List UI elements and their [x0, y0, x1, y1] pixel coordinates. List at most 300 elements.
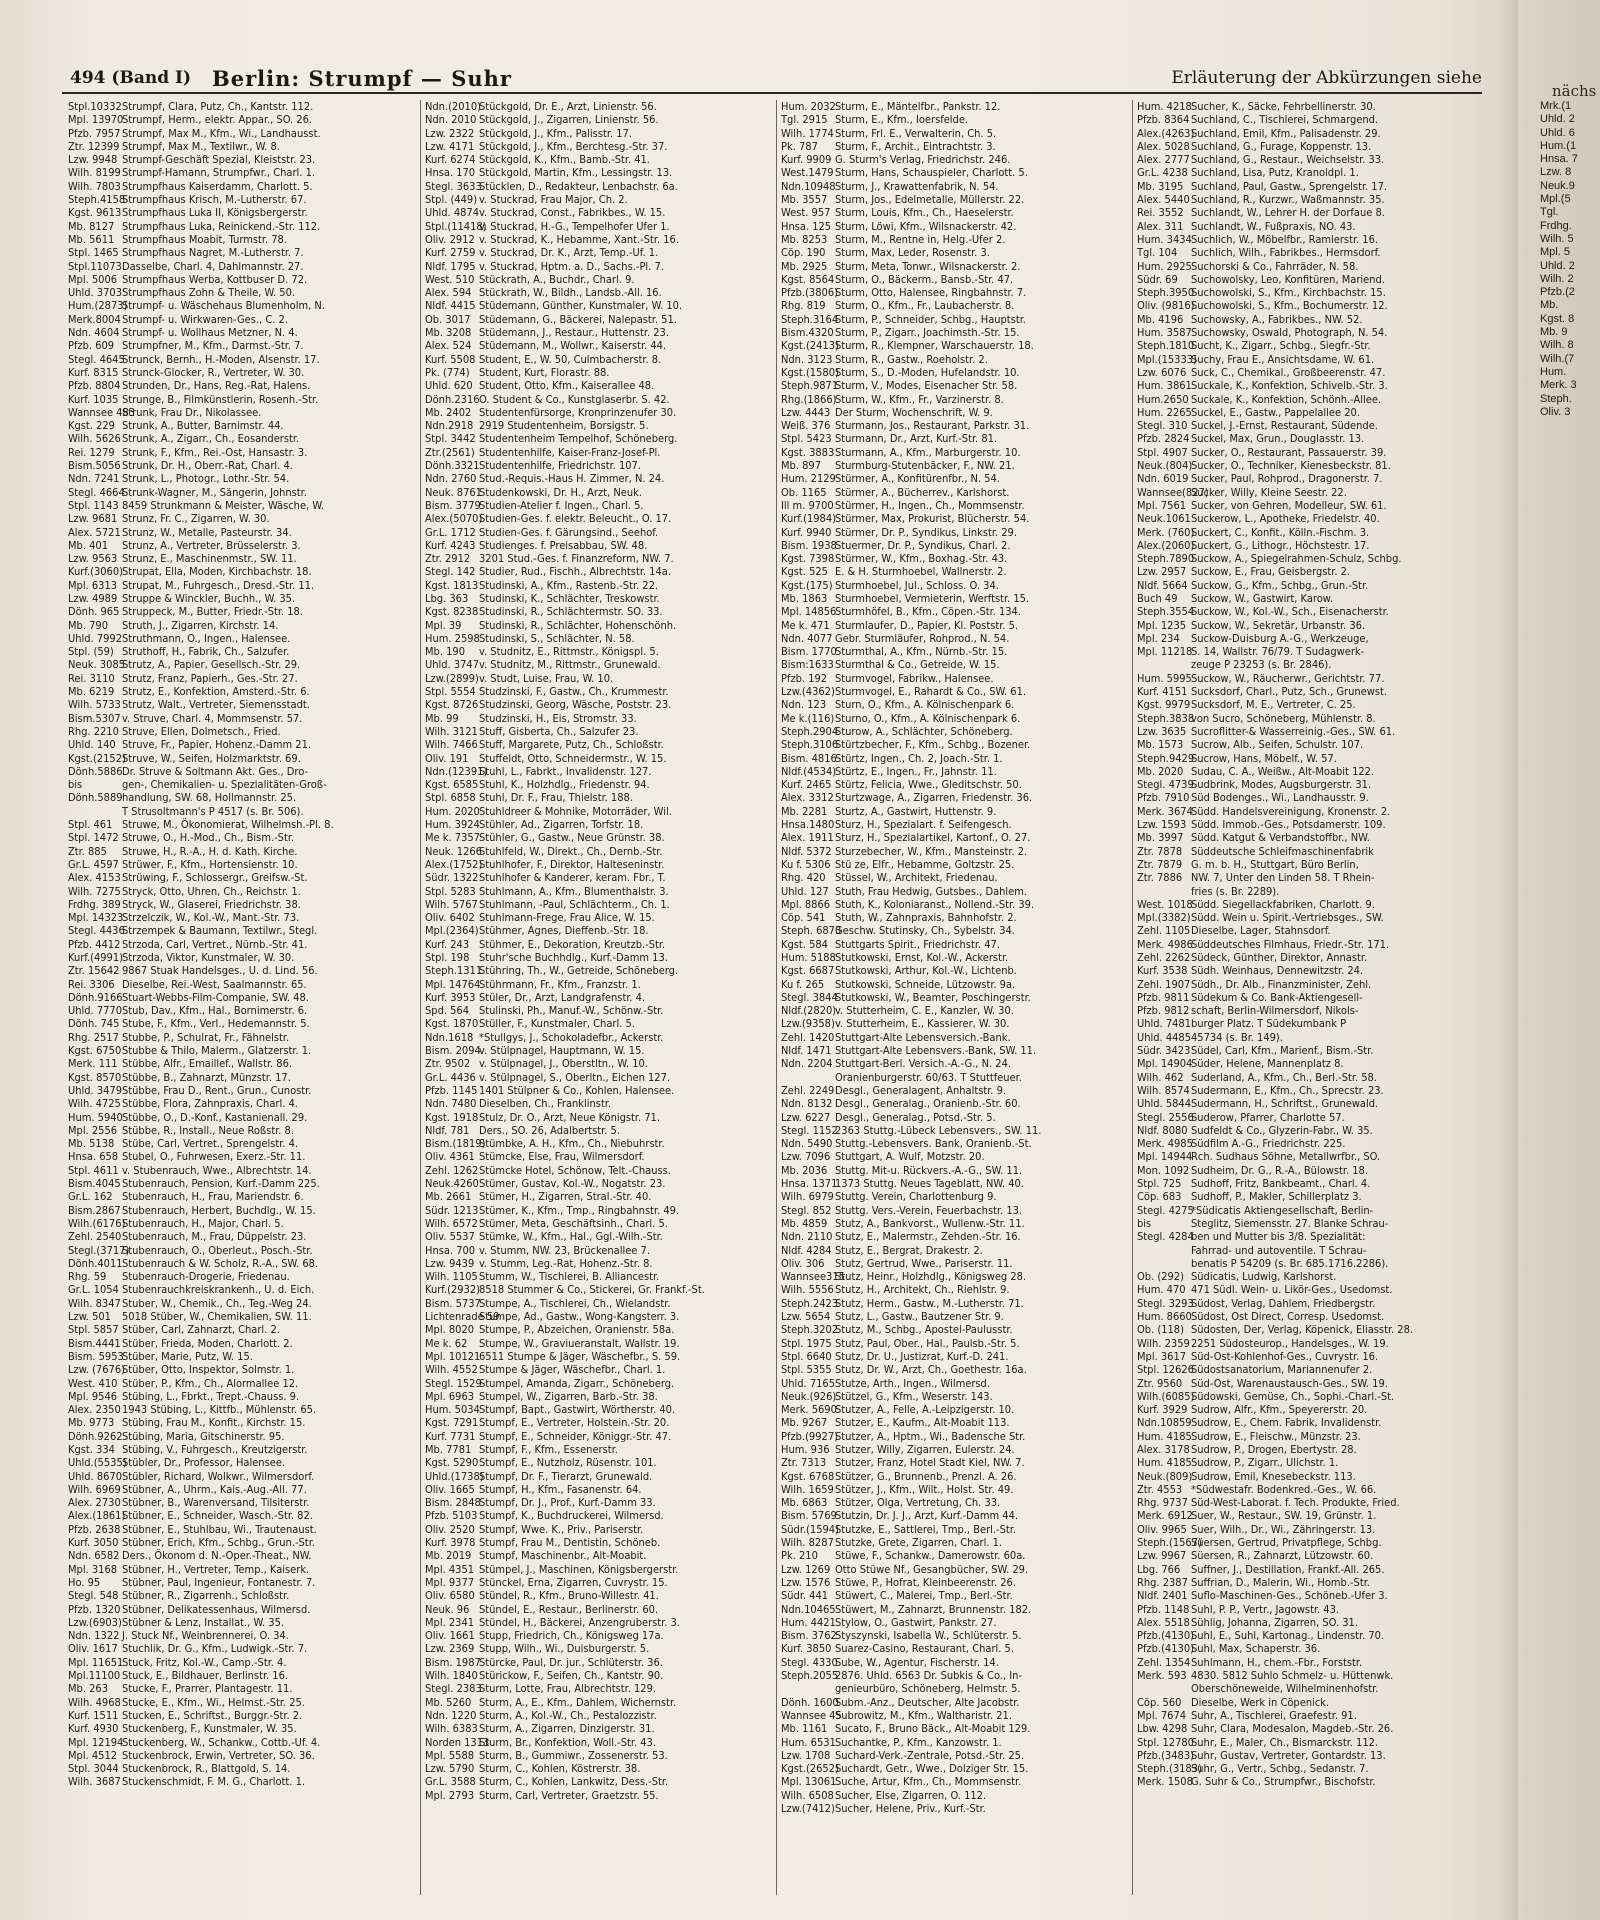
phone-code: Pfzb.(4130): [1137, 1629, 1194, 1643]
directory-entry: [1133, 446, 1485, 459]
directory-entry: [64, 180, 416, 193]
phone-code: Mb. 3997: [1137, 831, 1184, 845]
entry-text: Stückgold, Martin, Kfm., Lessingstr. 13.: [479, 166, 673, 180]
phone-code: Stegl. 3633: [425, 179, 482, 193]
phone-code: Mb. 5138: [68, 1137, 115, 1151]
entry-text: Stuhr'sche Buchhdlg., Kurf.-Damm 13.: [479, 951, 668, 964]
directory-entry: [421, 1523, 773, 1536]
entry-text: Suchland, G., Restaur., Weichselstr. 33.: [1191, 153, 1385, 167]
entry-text: Stutz, M., Schbg., Apostel-Paulusstr.: [835, 1323, 1013, 1337]
phone-code: Alex.(5070): [425, 512, 483, 526]
directory-entry: [421, 938, 773, 951]
phone-code: Kurf. 2759: [425, 246, 476, 260]
entry-text: Strumpfhaus Luka II, Königsbergerstr.: [122, 206, 308, 220]
directory-entry: [1133, 1642, 1485, 1655]
phone-code: Mpl. 8866: [781, 897, 831, 911]
directory-entry: [421, 432, 773, 445]
entry-text: Stückgold, J., Kfm., Berchtesg.-Str. 37.: [479, 139, 668, 153]
directory-entry: [1133, 924, 1485, 937]
phone-code: Wilh. 1774: [781, 126, 834, 140]
entry-text: Südd. Wein u. Spirit.-Vertriebsges., SW.: [1191, 911, 1384, 925]
phone-code: Pfzb. 9811: [1137, 990, 1190, 1004]
phone-code: Oliv. 2520: [425, 1522, 475, 1536]
directory-entry: [421, 1164, 773, 1177]
directory-entry: [1133, 778, 1485, 791]
entry-text: Stuth, W., Zahnpraxis, Bahnhofstr. 2.: [835, 911, 1017, 925]
phone-code: Gr.L. 1712: [425, 525, 476, 539]
directory-entry: [421, 924, 773, 937]
directory-entry: [1133, 831, 1485, 844]
entry-text: Stümer, Meta, Geschäftsinh., Charl. 5.: [479, 1216, 668, 1230]
directory-entry: [777, 632, 1129, 645]
directory-entry: [64, 645, 416, 658]
directory-entry: [64, 127, 416, 140]
phone-code: Wilh. 4725: [68, 1097, 121, 1111]
entry-text: Suhl, E., Suhl, Kartonag., Lindenstr. 70.: [1191, 1629, 1385, 1643]
phone-code: Lzw. 4989: [68, 591, 118, 605]
directory-entry: [1133, 1097, 1485, 1110]
directory-entry: [421, 406, 773, 419]
phone-code: Kgst. 6768: [781, 1469, 835, 1483]
phone-code: Lzw. 6227: [781, 1110, 831, 1124]
phone-code: Ndn.2918: [425, 419, 474, 433]
phone-code: Kurf. 9940: [781, 525, 832, 539]
entry-text: Suchowolski, S., Kfm., Kirchbachstr. 15.: [1191, 286, 1386, 300]
phone-code: Uhld. 620: [425, 379, 473, 393]
directory-entry: [1133, 818, 1485, 831]
phone-code: Kurf. 9909: [781, 153, 832, 167]
directory-entry: [421, 685, 773, 698]
directory-entry: [64, 658, 416, 671]
entry-text: Sturm, R., Gastw., Roeholstr. 2.: [835, 352, 988, 366]
phone-code: Zehl. 1907: [1137, 977, 1191, 991]
directory-entry: [421, 818, 773, 831]
entry-text: Student, Otto, Kfm., Kaiserallee 48.: [479, 379, 655, 393]
entry-text: Stuck, Fritz, Kol.-W., Camp.-Str. 4.: [122, 1655, 287, 1669]
phone-code: Rhg. 819: [781, 299, 826, 313]
entry-text: Stuhlhofer, F., Direktor, Halteseninstr.: [479, 857, 665, 871]
phone-code: Pfzb. 192: [781, 671, 828, 685]
directory-entry: [777, 1629, 1129, 1642]
directory-entry: [1133, 1430, 1485, 1443]
entry-text: Suer, Wilh., Dr., Wi., Zähringerstr. 13.: [1191, 1522, 1376, 1536]
directory-entry: [1133, 393, 1485, 406]
directory-entry: [1133, 765, 1485, 778]
entry-text: Sturm, Frl. E., Verwalterin, Ch. 5.: [835, 126, 997, 140]
directory-entry: [1133, 1563, 1485, 1576]
directory-entry: [64, 1549, 416, 1562]
entry-text: Studien-Atelier f. Ingen., Charl. 5.: [479, 498, 644, 512]
phone-code: Hum.(2873): [68, 299, 128, 313]
directory-entry: [421, 1337, 773, 1350]
directory-entry: [1133, 632, 1485, 645]
phone-code: Dönh.2316: [425, 392, 480, 406]
directory-entry: [421, 419, 773, 432]
entry-text: Stumpf, E., Vertreter, Holstein.-Str. 20.: [479, 1416, 670, 1430]
directory-entry: [1133, 326, 1485, 339]
directory-entry: [1133, 1603, 1485, 1616]
entry-text: Struwe, O., H.-Mod., Ch., Bism.-Str.: [122, 831, 295, 845]
entry-text: Stuth, K., Koloniaranst., Nollend.-Str. 39.: [835, 897, 1035, 911]
phone-code: Kurf. 1035: [68, 392, 119, 406]
phone-code: Lzw. 1576: [781, 1575, 831, 1589]
directory-entry: [1133, 1709, 1485, 1722]
phone-code: Dönh. 965: [68, 605, 120, 619]
phone-code: Hum. 2598: [425, 631, 480, 645]
phone-code: Mpl. 9546: [68, 1389, 118, 1403]
phone-code: Ndn. 4077: [781, 631, 833, 645]
phone-code: Ndn.10465: [781, 1602, 836, 1616]
directory-entry: [421, 1470, 773, 1483]
entry-text: Der Sturm, Wochenschrift, W. 9.: [835, 405, 993, 419]
entry-text: Stube, F., Kfm., Verl., Hedemannstr. 5.: [122, 1017, 310, 1031]
entry-text: Sudrow, P., Drogen, Ebertystr. 28.: [1191, 1442, 1357, 1456]
phone-code: Alex. 5440: [1137, 193, 1190, 207]
entry-text: Subm.-Anz., Deutscher, Alte Jacobstr.: [835, 1695, 1020, 1709]
directory-entry: [64, 951, 416, 964]
entry-text: Suckow, W., Gastwirt, Karow.: [1191, 591, 1334, 605]
entry-text: Suchland, R., Kurzwr., Waßmannstr. 35.: [1191, 193, 1385, 207]
entry-text: Sturm, O., Bäckerm., Bansb.-Str. 47.: [835, 272, 1014, 286]
edge-fragment: Uhld. 2: [1540, 259, 1575, 272]
directory-entry: [777, 539, 1129, 552]
phone-code: Uhld. 3479: [68, 1083, 123, 1097]
entry-text: Stüwe, F., Schankw., Damerowstr. 60a.: [835, 1549, 1026, 1563]
phone-code: Rhg. 59: [68, 1270, 107, 1284]
entry-text: Sturmann, Dr., Arzt, Kurf.-Str. 81.: [835, 432, 998, 446]
phone-code: Uhld. 4485: [1137, 1030, 1192, 1044]
entry-text: Stürmer, A., Bücherrev., Karlshorst.: [835, 485, 1010, 499]
entry-text: Desgl., Generalagent, Anhaltstr. 9.: [835, 1083, 1007, 1097]
entry-text: Stucke, E., Kfm., Wi., Helmst.-Str. 25.: [122, 1695, 305, 1709]
directory-entry: [64, 153, 416, 166]
entry-text: Sturn, O., Kfm., A. Kölnischenpark 6.: [835, 698, 1015, 712]
phone-code: Oliv. 306: [781, 1256, 825, 1270]
directory-entry: [64, 1111, 416, 1124]
phone-code: Ndn. 1220: [425, 1708, 477, 1722]
directory-entry: [1133, 246, 1485, 259]
directory-entry: [64, 592, 416, 605]
directory-entry: [1133, 1350, 1485, 1363]
directory-entry: [1133, 1696, 1485, 1709]
directory-entry: [421, 871, 773, 884]
entry-text: Suchlich, W., Möbelfbr., Ramlerstr. 16.: [1191, 232, 1379, 246]
directory-entry: [1133, 1310, 1485, 1323]
directory-entry: [1133, 1031, 1485, 1044]
phone-code: Ku f. 5306: [781, 857, 831, 871]
directory-entry: [421, 1443, 773, 1456]
phone-code: Ndn. 2110: [781, 1230, 833, 1244]
phone-code: Kurf. 7731: [425, 1429, 476, 1443]
directory-entry: [777, 419, 1129, 432]
directory-entry: [1133, 1244, 1485, 1257]
page-number: 494 (Band I): [70, 68, 191, 88]
phone-code: Kgst. 5290: [425, 1456, 479, 1470]
phone-code: Ndn. 6019: [1137, 472, 1189, 486]
phone-code: Me k. 471: [781, 618, 830, 632]
directory-entry: [1133, 1682, 1485, 1695]
entry-text: Suchantke, P., Kfm., Kanzowstr. 1.: [835, 1735, 1002, 1749]
directory-entry: [421, 166, 773, 179]
phone-code: Pfzb. 7910: [1137, 791, 1190, 805]
entry-text: zeuge P 23253 (s. Br. 2846).: [1191, 658, 1332, 672]
directory-entry: [777, 526, 1129, 539]
phone-code: Mpl. 3617: [1137, 1349, 1187, 1363]
entry-text: Stubenrauch, Herbert, Buchdlg., W. 15.: [122, 1203, 316, 1217]
entry-text: Stümer, K., Kfm., Tmp., Ringbahnstr. 49.: [479, 1203, 680, 1217]
directory-entry: [777, 938, 1129, 951]
page-fold-shadow: [1500, 0, 1518, 1920]
directory-entry: [1133, 1337, 1485, 1350]
directory-entry: [64, 1403, 416, 1416]
phone-code: Uhld.(5535): [68, 1456, 127, 1470]
directory-entry: [777, 725, 1129, 738]
entry-text: Stützer, J., Kfm., Wilt., Holst. Str. 49.: [835, 1482, 1014, 1496]
directory-entry: [64, 1642, 416, 1655]
phone-code: Stpl. 461: [68, 818, 113, 832]
directory-entry: [64, 1775, 416, 1788]
phone-code: Bism. 5769: [781, 1509, 837, 1523]
phone-code: Hum. 4218: [1137, 100, 1192, 113]
entry-text: Stürmer, Dr. P., Syndikus, Linkstr. 29.: [835, 525, 1017, 539]
entry-text: Dieselbe, Rei.-West, Saalmannstr. 65.: [122, 977, 307, 991]
directory-entry: [1133, 1177, 1485, 1190]
next-page-fragment: nächs: [1552, 82, 1597, 100]
entry-text: Suckel, J.-Ernst, Restaurant, Südende.: [1191, 419, 1378, 433]
entry-text: Stü ze, Elfr., Hebamme, Goltzstr. 25.: [835, 857, 1015, 871]
phone-code: Pfzb.(9927): [781, 1429, 838, 1443]
phone-code: Hum.2650: [1137, 392, 1189, 406]
entry-text: Sturm, Louis, Kfm., Ch., Haeselerstr.: [835, 206, 1014, 220]
directory-entry: [777, 313, 1129, 326]
phone-code: Kgst. 525: [781, 565, 828, 579]
entry-text: Strutz, Walt., Vertreter, Siemensstadt.: [122, 698, 310, 712]
entry-text: Suchlandt, W., Lehrer H. der Dorfaue 8.: [1191, 206, 1385, 220]
phone-code: Ndn. 5490: [781, 1137, 833, 1151]
phone-code: Lzw. 9681: [68, 512, 118, 526]
entry-text: Stuhldreer & Mohnike, Motorräder, Wil.: [479, 804, 672, 818]
phone-code: Mb. 3195: [1137, 179, 1184, 193]
directory-entry: [421, 1616, 773, 1629]
directory-entry: [1133, 1190, 1485, 1203]
phone-code: Ndn. 7241: [68, 472, 120, 486]
entry-text: Stucke, F., Prarrer, Plantagestr. 11.: [122, 1682, 293, 1696]
directory-entry: [64, 1563, 416, 1576]
directory-entry: [1133, 1669, 1485, 1682]
phone-code: Stegl. 2383: [425, 1682, 482, 1696]
edge-fragment: Neuk.9: [1540, 179, 1575, 192]
phone-code: Wilh. 3687: [68, 1775, 121, 1789]
entry-text: Stübner, A., Uhrm., Kais.-Aug.-All. 77.: [122, 1482, 307, 1496]
entry-text: v. Stubenrauch, Wwe., Albrechtstr. 14.: [122, 1163, 312, 1177]
edge-fragment: Lzw. 8: [1540, 166, 1572, 179]
phone-code: Mb. 5260: [425, 1695, 472, 1709]
entry-text: Stübing, V., Fuhrgesch., Kreutzigerstr.: [122, 1442, 308, 1456]
entry-text: Südicatis, Ludwig, Karlshorst.: [1191, 1270, 1337, 1284]
directory-entry: [777, 1589, 1129, 1602]
phone-code: Kurf. 8315: [68, 365, 119, 379]
entry-text: Stuhl, K., Holzhdlg., Friedenstr. 94.: [479, 778, 650, 792]
directory-entry: [1133, 1111, 1485, 1124]
directory-entry: [421, 1775, 773, 1788]
phone-code: Alex. 4153: [68, 871, 121, 885]
entry-text: Stühmer, Agnes, Dieffenb.-Str. 18.: [479, 924, 649, 938]
phone-code: Alex. 311: [1137, 219, 1184, 233]
entry-text: Studienges. f. Preisabbau, SW. 48.: [479, 538, 648, 552]
entry-text: J. Stuck Nf., Weinbrennerei, O. 34.: [122, 1629, 289, 1643]
edge-fragment: Mb. 9: [1540, 326, 1568, 339]
directory-entry: [777, 1642, 1129, 1655]
directory-entry: [421, 858, 773, 871]
directory-entry: [421, 1084, 773, 1097]
directory-entry: [421, 698, 773, 711]
entry-text: Strunk, A., Butter, Barnimstr. 44.: [122, 419, 284, 433]
entry-text: 9867 Stuak Handelsges., U. d. Lind. 56.: [122, 964, 318, 978]
directory-entry: [777, 1403, 1129, 1416]
directory-entry: [421, 672, 773, 685]
phone-code: Bism.4045: [68, 1177, 121, 1191]
entry-text: Sturmhoebel, Jul., Schloss. O. 34.: [835, 578, 999, 592]
entry-text: Stücklen, D., Redakteur, Lenbachstr. 6a.: [479, 179, 678, 193]
directory-entry: [777, 645, 1129, 658]
phone-code: Wilh. 1659: [781, 1482, 834, 1496]
entry-text: Südeck, Günther, Direktor, Annastr.: [1191, 951, 1368, 964]
directory-entry: [777, 685, 1129, 698]
phone-code: Nldf. 2401: [1137, 1589, 1188, 1603]
phone-code: Stegl. 3293: [1137, 1296, 1194, 1310]
entry-text: Stuhlhofer & Kanderer, keram. Fbr., T.: [479, 871, 666, 885]
directory-entry: [777, 326, 1129, 339]
directory-entry: [1133, 1496, 1485, 1509]
directory-entry: [777, 1496, 1129, 1509]
directory-entry: [1133, 1656, 1485, 1669]
entry-text: Oberschöneweide, Wilhelminenhofstr.: [1191, 1682, 1379, 1696]
directory-entry: [1133, 845, 1485, 858]
entry-text: 2876. Uhld. 6563 Dr. Subkis & Co., In-: [835, 1669, 1023, 1683]
directory-entry: [421, 1297, 773, 1310]
phone-code: Nldf. 781: [425, 1123, 470, 1137]
phone-code: Stegl. 4739: [1137, 778, 1194, 792]
phone-code: Südr. 441: [781, 1589, 829, 1603]
directory-entry: [64, 1456, 416, 1469]
entry-text: Suhr, A., Tischlerei, Graefestr. 91.: [1191, 1708, 1357, 1722]
directory-entry: [421, 1509, 773, 1522]
directory-entry: [64, 632, 416, 645]
directory-entry: [421, 1576, 773, 1589]
directory-entry: [421, 752, 773, 765]
phone-code: Stpl. 12626: [1137, 1363, 1194, 1377]
phone-code: Zehl. 1420: [781, 1030, 835, 1044]
phone-code: Uhld.(1738): [425, 1469, 484, 1483]
phone-code: Dönh.4011: [68, 1256, 123, 1270]
directory-entry: [64, 1377, 416, 1390]
entry-text: Stuckenschmidt, F. M. G., Charlott. 1.: [122, 1775, 306, 1789]
entry-text: Sucker, von Gehren, Modelleur, SW. 61.: [1191, 498, 1387, 512]
directory-entry: [421, 1390, 773, 1403]
directory-entry: [421, 113, 773, 126]
phone-code: Wilh. 2359: [1137, 1336, 1190, 1350]
directory-entry: [1133, 1749, 1485, 1762]
directory-entry: [64, 1257, 416, 1270]
entry-text: Stutkowski, W., Beamter, Poschingerstr.: [835, 990, 1031, 1004]
phone-code: Rei. 3552: [1137, 206, 1184, 220]
entry-text: Strutz, Franz, Papierh., Ges.-Str. 27.: [122, 671, 298, 685]
phone-code: Steph.4158: [68, 193, 126, 207]
entry-text: Süddeutsche Schleifmaschinenfabrik: [1191, 844, 1374, 858]
edge-fragment: Hnsa. 7: [1540, 153, 1578, 166]
entry-text: Stübner, E., Schneider, Wasch.-Str. 82.: [122, 1509, 313, 1523]
directory-entry: [421, 220, 773, 233]
directory-entry: [421, 273, 773, 286]
directory-entry: [777, 206, 1129, 219]
entry-text: Stulinski, Ph., Manuf.-W., Schönw.-Str.: [479, 1004, 664, 1018]
phone-code: Kgst.(2413): [781, 339, 839, 353]
phone-code: Südr. 3423: [1137, 1044, 1191, 1058]
directory-entry: [1133, 1390, 1485, 1403]
directory-entry: [421, 1403, 773, 1416]
entry-text: 3201 Stud.-Ges. f. Finanzreform, NW. 7.: [479, 552, 674, 566]
phone-code: Steph.3554: [1137, 605, 1195, 619]
directory-entry: [777, 1057, 1129, 1070]
entry-text: Studien-Ges. f. Gärungsind., Seehof.: [479, 525, 659, 539]
entry-text: Südostsanatorium, Mariannenufer 2.: [1191, 1363, 1373, 1377]
entry-text: Stutze, Arth., Ingen., Wilmersd.: [835, 1376, 990, 1390]
entry-text: Struthmann, O., Ingen., Halensee.: [122, 631, 291, 645]
phone-code: Pfzb. 5103: [425, 1509, 478, 1523]
entry-text: Suchlandt, W., Fußpraxis, NO. 43.: [1191, 219, 1356, 233]
entry-text: Sucrow, Hans, Möbelf., W. 57.: [1191, 751, 1337, 765]
directory-entry: [1133, 1736, 1485, 1749]
phone-code: Kgst. 334: [68, 1442, 115, 1456]
directory-entry: [1133, 1257, 1485, 1270]
entry-text: 45734 (s. Br. 149).: [1191, 1030, 1283, 1044]
phone-code: Steph.3950: [1137, 286, 1195, 300]
directory-entry: [64, 419, 416, 432]
entry-text: Dieselbe, Werk in Cöpenick.: [1191, 1695, 1330, 1709]
phone-code: Lzw. 9439: [425, 1256, 475, 1270]
directory-entry: [1133, 1004, 1485, 1017]
directory-entry: [421, 1682, 773, 1695]
directory-entry: [64, 486, 416, 499]
entry-text: Stumpf, K., Buchdruckerei, Wilmersd.: [479, 1509, 664, 1523]
phone-code: Stegl. 4664: [68, 485, 125, 499]
entry-text: Sube, W., Agentur, Fischerstr. 14.: [835, 1655, 999, 1669]
phone-code: Hum. 2129: [781, 472, 836, 486]
phone-code: Mpl. 14944: [1137, 1150, 1193, 1164]
directory-entry: [64, 1656, 416, 1669]
directory-entry: [1133, 698, 1485, 711]
directory-entry: [64, 499, 416, 512]
phone-code: Kgst. 9979: [1137, 698, 1191, 712]
phone-code: Zehl. 1354: [1137, 1655, 1191, 1669]
entry-text: 2251 Südosteurop., Handelsges., W. 19.: [1191, 1336, 1389, 1350]
phone-code: Kgst.(2652): [781, 1762, 839, 1776]
directory-entry: [777, 1789, 1129, 1802]
directory-entry: [64, 1470, 416, 1483]
phone-code: West. 510: [425, 272, 475, 286]
entry-text: Suckale, K., Konfektion, Schivelb.-Str. 3.: [1191, 379, 1388, 393]
phone-code: Lzw. 2369: [425, 1642, 475, 1656]
directory-entry: [777, 432, 1129, 445]
phone-code: Lzw.(6903): [68, 1615, 122, 1629]
directory-entry: [777, 1137, 1129, 1150]
phone-code: Wilh. 4968: [68, 1695, 121, 1709]
phone-code: Pfzb.(4130): [1137, 1642, 1194, 1656]
phone-code: Wilh. 8199: [68, 166, 121, 180]
phone-code: Rei. 1279: [68, 445, 115, 459]
phone-code: Rei. 3110: [68, 671, 115, 685]
directory-entry: [421, 353, 773, 366]
